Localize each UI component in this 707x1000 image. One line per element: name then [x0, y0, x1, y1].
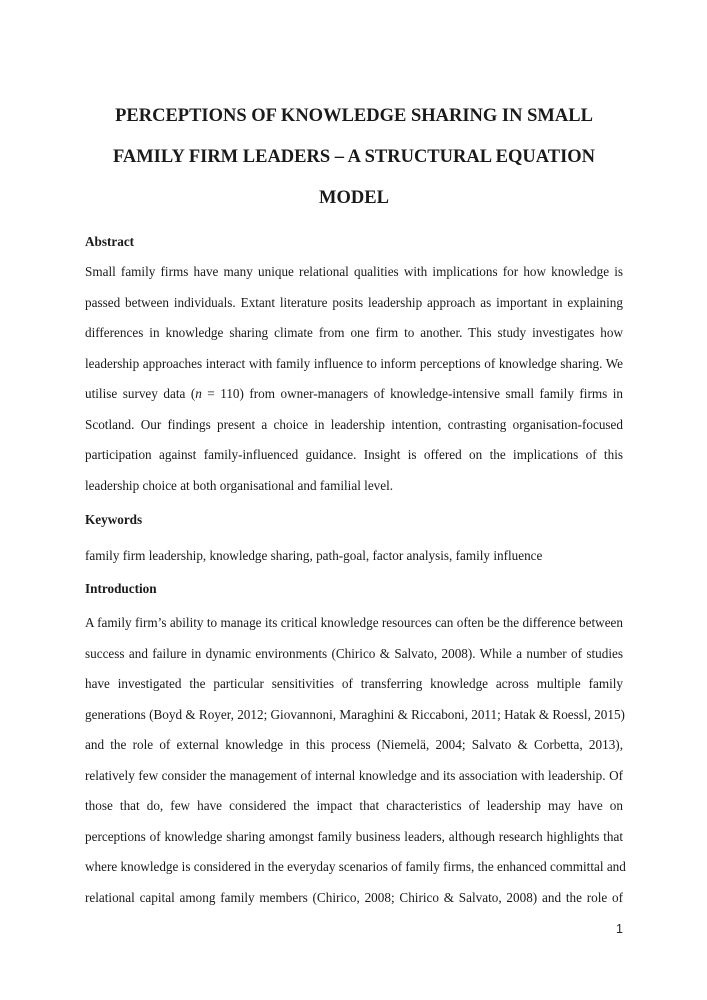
keywords-text: [85, 541, 623, 572]
sample-size-symbol: n: [195, 386, 202, 401]
text-line: relatively few consider the management of internal knowledge and its association with leadership. Of: [85, 767, 623, 783]
text-fragment: utilise survey data (: [85, 386, 196, 401]
text-line: Scotland. Our findings present a choice in leadership intention, contrasting organisation-focused: [85, 416, 623, 432]
text-line: family firm leadership, knowledge sharing, path-goal, factor analysis, family influence: [85, 548, 543, 563]
title-line: FAMILY FIRM LEADERS – A STRUCTURAL EQUATION: [112, 147, 596, 167]
page-number: 1: [616, 922, 623, 936]
text-line: success and failure in dynamic environments (Chirico & Salvato, 2008). While a number of studies: [85, 645, 623, 661]
abstract-heading: Abstract: [85, 234, 135, 249]
text-line: where knowledge is considered in the everyday scenarios of family firms, the enhanced committal and: [85, 859, 626, 874]
text-line: participation against family-influenced guidance. Insight is offered on the implications of this: [85, 447, 623, 462]
text-line: perceptions of knowledge sharing amongst family business leaders, although research highlights that: [85, 828, 623, 844]
text-line: relational capital among family members (Chirico, 2008; Chirico & Salvato, 2008) and the role of: [85, 889, 623, 905]
keywords-heading: Keywords: [85, 512, 143, 527]
text-line: have investigated the particular sensitivities of transferring knowledge across multiple family: [85, 676, 623, 691]
text-line: those that do, few have considered the impact that characteristics of leadership may have on: [85, 798, 623, 813]
text-line: leadership choice at both organisational and familial level.: [85, 477, 394, 493]
text-line: passed between individuals. Extant literature posits leadership approach as important in explaining: [85, 294, 623, 310]
text-line: A family firm’s ability to manage its critical knowledge resources can often be the difference between: [85, 615, 623, 630]
introduction-paragraph: [85, 608, 626, 913]
text-line: differences in knowledge sharing climate from one firm to another. This study investigates how: [85, 325, 623, 340]
introduction-heading: Introduction: [85, 581, 157, 596]
text-line: leadership approaches interact with family influence to inform perceptions of knowledge sharing. We: [85, 355, 623, 371]
paper-title: [84, 96, 624, 219]
text-line: generations (Boyd & Royer, 2012; Giovannoni, Maraghini & Riccaboni, 2011; Hatak & Roessl, 2015): [85, 706, 625, 722]
title-line: MODEL: [319, 188, 389, 208]
text-line: and the role of external knowledge in this process (Niemelä, 2004; Salvato & Corbetta, 2013),: [85, 737, 623, 752]
text-line: Small family firms have many unique relational qualities with implications for how knowledge is: [85, 264, 623, 279]
abstract-paragraph: [85, 257, 623, 501]
title-line: PERCEPTIONS OF KNOWLEDGE SHARING IN SMALL: [115, 106, 593, 126]
text-fragment: = 110) from owner-managers of knowledge-intensive small family firms in: [201, 386, 623, 401]
text-line: [85, 379, 623, 410]
